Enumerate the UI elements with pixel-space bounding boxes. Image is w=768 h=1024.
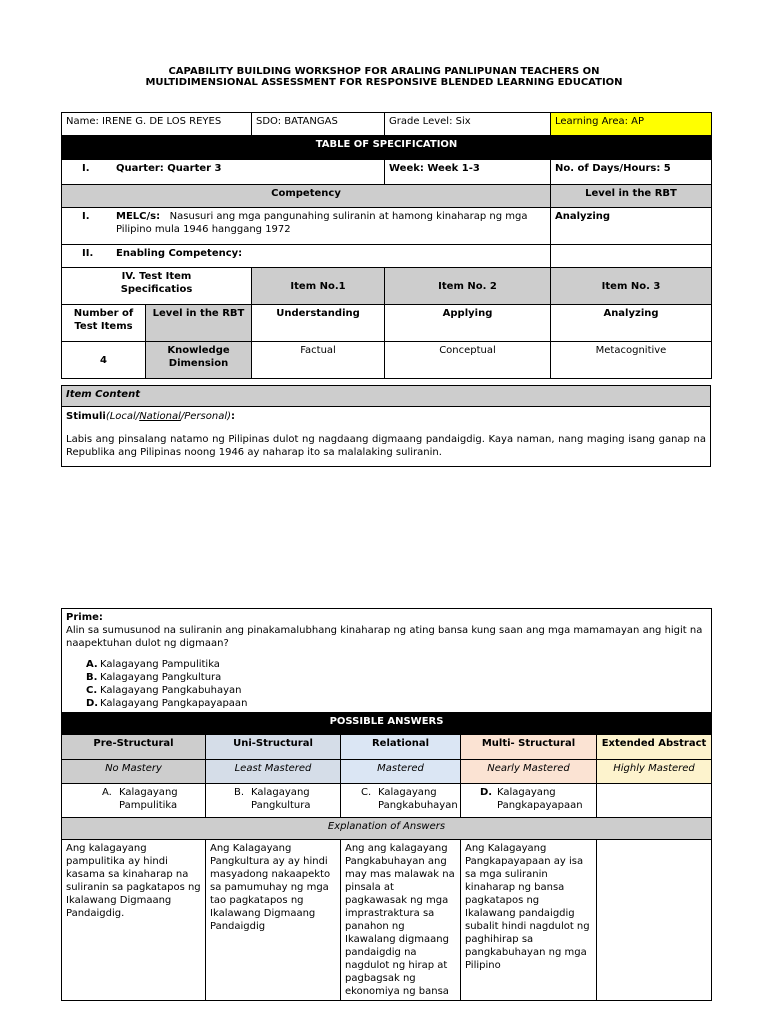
option-c-letter: C. [86,685,98,696]
melc-text-1: Nasusuri ang mga pangunahing suliranin at hamong kinaharap ng mga [169,211,528,222]
item-2-header: Item No. 2 [385,268,551,305]
explanation-c: Ang ang kalagayang Pangkabuhayan ang may mas malawak na pinsala at pagkawasak ng mga imprastraktura sa panahon ng Ikawalang digmaang pandaigdig na nagdulot ng hirap at pagbagsak ng ekonomiya ng bansa [341,840,461,1001]
rbt-header: Level in the RBT [551,185,712,208]
prime-table [61,608,712,1001]
melc-label: MELC/s: [116,211,161,222]
choice-a-letter: A. [102,787,112,798]
competency-header: Competency [62,185,551,208]
choice-d-line2: Pangkapayapaan [497,800,583,811]
kd-item-1: Factual [252,342,385,379]
choice-d [461,784,597,818]
quarter-label: Quarter: Quarter 3 [116,163,222,174]
number-of-items-label: Number of Test Items [62,305,146,342]
level-extended-abstract: Extended Abstract [597,735,712,760]
kd-item-3: Metacognitive [551,342,712,379]
stimuli-cell [62,407,711,467]
rbt-item-3: Analyzing [551,305,712,342]
test-item-spec: IV. Test Item Specificatios [62,268,252,305]
document-title-line2: MULTIDIMENSIONAL ASSESSMENT FOR RESPONSIVE BLENDED LEARNING EDUCATION [145,77,623,88]
explanation-a: Ang kalagayang pampulitika ay hindi kasama sa kinaharap na suliranin sa pagkatapos ng Ikalawang Digmaang Pandaigdig. [62,840,206,1001]
level-uni-structural: Uni-Structural [206,735,341,760]
item-content-table [61,385,711,467]
explanation-e [597,840,712,1001]
document-title-line1: CAPABILITY BUILDING WORKSHOP FOR ARALING PANLIPUNAN TEACHERS ON [168,66,600,77]
mastery-highly: Highly Mastered [597,760,712,784]
stimuli-national: National [139,411,181,422]
item-3-header: Item No. 3 [551,268,712,305]
days-hours: No. of Days/Hours: 5 [551,160,712,185]
option-c-text: Kalagayang Pangkabuhayan [100,685,242,696]
choice-d-letter: D. [480,787,493,798]
level-relational: Relational [341,735,461,760]
mastery-no: No Mastery [62,760,206,784]
choice-b-line1: Kalagayang [251,787,310,798]
option-c [66,684,707,697]
option-b-text: Kalagayang Pangkultura [100,672,222,683]
table-of-specification [61,112,712,379]
choice-c [341,784,461,818]
sdo: SDO: BATANGAS [252,113,385,136]
melc-number: I. [82,211,90,222]
choice-c-line2: Pangkabuhayan [378,800,458,811]
grade-level: Grade Level: Six [385,113,551,136]
mastery-mastered: Mastered [341,760,461,784]
mastery-least: Least Mastered [206,760,341,784]
choice-a [62,784,206,818]
option-b [66,671,707,684]
tos-title: TABLE OF SPECIFICATION [62,136,712,160]
stimuli-open: (Local/ [105,411,140,422]
rbt-item-1: Understanding [252,305,385,342]
prime-question: Alin sa sumusunod na suliranin ang pinakamalubhang kinaharap ng ating bansa kung saan ang mga mamamayan ang higit na naapektuhan dulot ng digmaan? [66,625,703,649]
quarter [62,160,385,185]
enabling-rbt [551,245,712,268]
prime-label: Prime: [66,612,103,623]
learning-area: Learning Area: AP [551,113,712,136]
week: Week: Week 1-3 [385,160,551,185]
option-d-letter: D. [86,698,99,709]
possible-answers-title: POSSIBLE ANSWERS [62,713,712,735]
level-rbt-label: Level in the RBT [146,305,252,342]
mastery-nearly: Nearly Mastered [461,760,597,784]
item-1-header: Item No.1 [252,268,385,305]
kd-item-2: Conceptual [385,342,551,379]
explanation-title: Explanation of Answers [62,818,712,840]
melc-rbt: Analyzing [551,208,712,245]
choice-c-line1: Kalagayang [378,787,437,798]
option-a-text: Kalagayang Pampulitika [100,659,220,670]
stimuli-label: Stimuli [66,411,106,422]
choice-a-line2: Pampulitika [119,800,178,811]
level-pre-structural: Pre-Structural [62,735,206,760]
option-b-letter: B. [86,672,98,683]
choice-d-line1: Kalagayang [497,787,556,798]
melc-text-2: Pilipino mula 1946 hanggang 1972 [116,224,291,235]
choice-b [206,784,341,818]
choice-b-line2: Pangkultura [251,800,311,811]
option-a [66,658,707,671]
choice-a-line1: Kalagayang [119,787,178,798]
choice-empty [597,784,712,818]
number-of-items: 4 [62,342,146,379]
knowledge-dimension-label: Knowledge Dimension [146,342,252,379]
enabling-label: Enabling Competency: [116,248,243,259]
quarter-number: I. [82,163,90,174]
choice-c-letter: C. [361,787,372,798]
level-multi-structural: Multi- Structural [461,735,597,760]
option-d-text: Kalagayang Pangkapayapaan [100,698,248,709]
explanation-b: Ang Kalagayang Pangkultura ay ay hindi masyadong nakaapekto sa pamumuhay ng mga tao pagkatapos ng Ikalawang Digmaang Pandaigdig [206,840,341,1001]
choice-b-letter: B. [234,787,245,798]
enabling-row [62,245,551,268]
rbt-item-2: Applying [385,305,551,342]
option-a-letter: A. [86,659,98,670]
teacher-name: Name: IRENE G. DE LOS REYES [62,113,252,136]
stimuli-close: /Personal) [180,411,231,422]
enabling-number: II. [82,248,94,259]
prime-cell [62,609,712,713]
option-d [66,697,707,710]
explanation-d: Ang Kalagayang Pangkapayapaan ay isa sa mga suliranin kinaharap ng bansa pagkatapos ng Ikalawang pandaigdig subalit hindi nagdulot ng paghihirap sa pangkabuhayan ng mga Pilipino [461,840,597,1001]
melc-row [62,208,551,245]
item-content-title: Item Content [62,386,711,407]
stimuli-paragraph: Labis ang pinsalang natamo ng Pilipinas dulot ng nagdaang digmaang pandaigdig. Kaya naman, nang maging isang ganap na Republika ang Pilipinas noong 1946 ay naharap ito sa malalaking suliranin. [66,434,706,458]
stimuli-colon: : [231,411,235,422]
